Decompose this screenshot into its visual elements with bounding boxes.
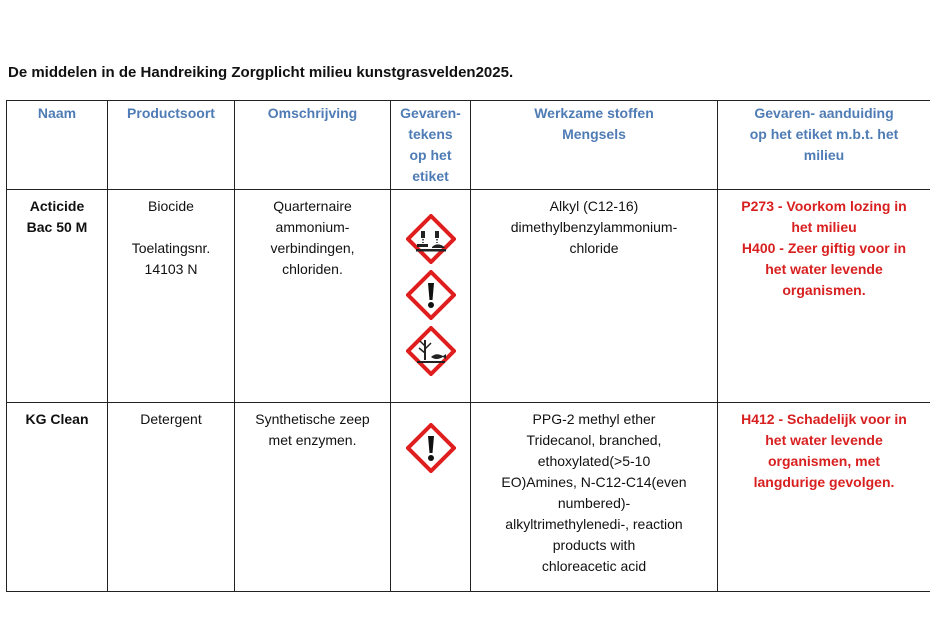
- header-row: [7, 101, 930, 190]
- header-gevaren-aanduiding: [718, 101, 930, 190]
- description-line: verbindingen,: [270, 240, 355, 256]
- substance-line: chloreacetic acid: [541, 558, 647, 574]
- product-name-line: KG Clean: [25, 411, 89, 427]
- hazard-line: het water levende: [765, 432, 883, 448]
- description-line: chloriden.: [282, 261, 343, 277]
- substance-line: products with: [552, 537, 636, 553]
- header-gevarentekens-line: op het: [409, 147, 452, 163]
- substance-line: alkyltrimethylenedi-, reaction: [505, 516, 683, 532]
- product-type: Biocide: [148, 198, 194, 214]
- cell-omschrijving: [235, 403, 391, 592]
- product-name-line: Bac 50 M: [26, 219, 88, 235]
- header-gevarentekens: [391, 101, 471, 190]
- cell-productsoort: [108, 403, 235, 592]
- product-name-line: Acticide: [29, 198, 85, 214]
- cell-naam: [7, 190, 108, 403]
- substance-line: numbered)-: [557, 495, 631, 511]
- product-type: Detergent: [140, 411, 202, 427]
- cell-gevaren-aanduiding: [718, 190, 930, 403]
- document-title: De middelen in de Handreiking Zorgplicht milieu kunstgrasvelden2025.: [8, 64, 514, 81]
- hazard-line: H412 - Schadelijk voor in: [741, 411, 907, 427]
- exclamation-pictogram-icon: [406, 270, 456, 320]
- header-werkzame-line: Werkzame stoffen: [534, 105, 654, 121]
- cell-gevaren-aanduiding: [718, 403, 930, 592]
- header-naam: [7, 101, 108, 190]
- products-table: [6, 100, 930, 592]
- table-row: [7, 190, 930, 403]
- cell-werkzame-stoffen: [471, 403, 718, 592]
- table-row: [7, 403, 930, 592]
- substance-line: PPG-2 methyl ether: [532, 411, 656, 427]
- header-productsoort: [108, 101, 235, 190]
- hazard-line: P273 - Voorkom lozing in: [741, 198, 907, 214]
- hazard-line: organismen, met: [767, 453, 881, 469]
- registration-line: Toelatingsnr.: [131, 240, 211, 256]
- substance-line: EO)Amines, N-C12-C14(even: [501, 474, 687, 490]
- cell-omschrijving: [235, 190, 391, 403]
- cell-productsoort: [108, 190, 235, 403]
- header-aanduiding-line: milieu: [803, 147, 845, 163]
- substance-line: Tridecanol, branched,: [526, 432, 662, 448]
- header-werkzame-stoffen: [471, 101, 718, 190]
- substance-line: chloride: [569, 240, 619, 256]
- exclamation-pictogram-icon: [406, 423, 456, 473]
- header-aanduiding-line: Gevaren- aanduiding: [754, 105, 894, 121]
- substance-line: dimethylbenzylammonium-: [510, 219, 678, 235]
- header-productsoort-text: Productsoort: [127, 105, 215, 121]
- cell-pictograms: [391, 403, 471, 592]
- hazard-line: langdurige gevolgen.: [753, 474, 895, 490]
- description-line: Quarternaire: [273, 198, 352, 214]
- corrosive-pictogram-icon: [406, 214, 456, 264]
- header-gevarentekens-line: etiket: [412, 168, 449, 184]
- substance-line: ethoxylated(>5-10: [537, 453, 651, 469]
- registration-line: 14103 N: [144, 261, 198, 277]
- description-line: ammonium-: [275, 219, 350, 235]
- cell-werkzame-stoffen: [471, 190, 718, 403]
- header-werkzame-line: Mengsels: [562, 126, 626, 142]
- hazard-line: het water levende: [765, 261, 883, 277]
- environment-pictogram-icon: [406, 326, 456, 376]
- hazard-line: organismen.: [782, 282, 866, 298]
- header-gevarentekens-line: Gevaren-: [400, 105, 461, 121]
- description-line: Synthetische zeep: [255, 411, 370, 427]
- description-line: met enzymen.: [268, 432, 357, 448]
- header-aanduiding-line: op het etiket m.b.t. het: [749, 126, 899, 142]
- cell-naam: [7, 403, 108, 592]
- cell-pictograms: [391, 190, 471, 403]
- header-naam-text: Naam: [37, 105, 77, 121]
- substance-line: Alkyl (C12-16): [549, 198, 639, 214]
- hazard-line: het milieu: [791, 219, 857, 235]
- hazard-line: H400 - Zeer giftig voor in: [741, 240, 907, 256]
- header-omschrijving: [235, 101, 391, 190]
- header-gevarentekens-line: tekens: [408, 126, 453, 142]
- header-omschrijving-text: Omschrijving: [267, 105, 358, 121]
